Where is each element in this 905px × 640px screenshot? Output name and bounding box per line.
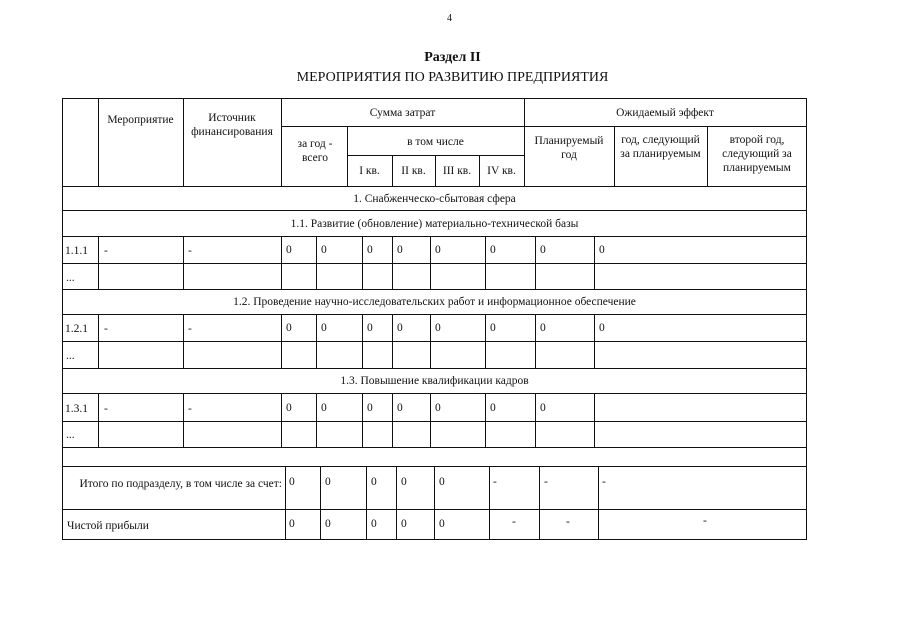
row-number: 1.3.1 [65, 403, 88, 415]
col-rule [707, 126, 708, 186]
col-rule [281, 393, 282, 447]
col-rule [316, 393, 317, 447]
row-rule [62, 263, 807, 264]
cell-value: 0 [435, 244, 441, 256]
cell-value: - [602, 476, 606, 488]
header-second-year: второй год, следующий за планируемым [722, 134, 792, 174]
col-rule [485, 314, 486, 368]
cell-value: - [566, 516, 570, 528]
col-rule [392, 236, 393, 289]
col-rule [594, 236, 595, 289]
subsection-heading: 1.1. Развитие (обновление) материально-технической базы [290, 218, 579, 230]
col-rule [281, 314, 282, 368]
cell-value: 0 [286, 322, 292, 334]
row-rule [62, 421, 807, 422]
ellipsis-row: ... [66, 350, 75, 362]
header-q4: IV кв. [487, 165, 516, 177]
row-number: 1.2.1 [65, 323, 88, 335]
ellipsis-row: ... [66, 429, 75, 441]
cell-value: 0 [397, 322, 403, 334]
row-rule [62, 341, 807, 342]
header-planned-year: Планируемый год [534, 135, 604, 161]
col-rule [594, 393, 595, 447]
col-rule [485, 236, 486, 289]
col-rule [434, 466, 435, 539]
cell-value: 0 [321, 402, 327, 414]
cell-value: 0 [286, 402, 292, 414]
cell-value: 0 [401, 518, 407, 530]
cell-value: 0 [490, 322, 496, 334]
col-rule [392, 393, 393, 447]
table-border-top [62, 98, 807, 99]
cell-value: 0 [435, 322, 441, 334]
col-rule [316, 314, 317, 368]
col-rule [392, 314, 393, 368]
row-rule [62, 447, 807, 448]
cell-value: 0 [439, 476, 445, 488]
col-rule [362, 393, 363, 447]
cell-value: 0 [540, 402, 546, 414]
subsection-heading: 1.2. Проведение научно-исследовательских работ и информационное обеспечение [233, 296, 636, 308]
cell-value: 0 [321, 322, 327, 334]
row-measure: - [104, 323, 108, 335]
header-rule [62, 186, 807, 187]
cell-value: - [544, 476, 548, 488]
header-q3: III кв. [442, 165, 472, 177]
cell-value: 0 [599, 322, 605, 334]
header-effect: Ожидаемый эффект [616, 107, 714, 119]
cell-value: - [512, 516, 516, 528]
page-number: 4 [447, 13, 452, 24]
col-rule [485, 393, 486, 447]
col-rule [430, 314, 431, 368]
col-rule [98, 393, 99, 447]
col-rule [320, 466, 321, 539]
cell-value: 0 [289, 476, 295, 488]
col-rule [285, 466, 286, 539]
col-rule [366, 466, 367, 539]
col-rule [535, 314, 536, 368]
col-rule [98, 236, 99, 289]
header-q2: II кв. [401, 165, 426, 177]
row-rule [62, 368, 807, 369]
header-measure: Мероприятие [107, 114, 174, 126]
section-heading: 1. Снабженческо-сбытовая сфера [353, 193, 516, 205]
header-rule [281, 126, 807, 127]
cell-value: 0 [490, 402, 496, 414]
cell-value: - [703, 515, 707, 527]
cell-value: 0 [401, 476, 407, 488]
cell-value: 0 [371, 476, 377, 488]
table-border-left [62, 98, 63, 539]
row-number: 1.1.1 [65, 245, 88, 257]
cell-value: 0 [397, 244, 403, 256]
cell-value: 0 [540, 244, 546, 256]
header-including: в том числе [407, 136, 464, 148]
cell-value: 0 [367, 322, 373, 334]
col-rule [362, 314, 363, 368]
total-label: Итого по подразделу, в том числе за счет: [79, 478, 282, 490]
col-rule [430, 236, 431, 289]
row-measure: - [104, 403, 108, 415]
ellipsis-row: ... [66, 272, 75, 284]
row-source: - [188, 323, 192, 335]
cell-value: 0 [325, 476, 331, 488]
col-rule [183, 236, 184, 289]
cell-value: 0 [397, 402, 403, 414]
col-rule [362, 236, 363, 289]
cell-value: 0 [599, 244, 605, 256]
col-rule [281, 236, 282, 289]
cell-value: 0 [367, 402, 373, 414]
cell-value: 0 [325, 518, 331, 530]
header-next-year: год, следующий за планируемым [620, 134, 701, 160]
row-source: - [188, 403, 192, 415]
cell-value: 0 [289, 518, 295, 530]
row-rule [62, 289, 807, 290]
col-rule [316, 236, 317, 289]
cell-value: 0 [439, 518, 445, 530]
col-rule [614, 126, 615, 186]
cell-value: 0 [286, 244, 292, 256]
col-rule [430, 393, 431, 447]
row-rule [62, 314, 807, 315]
col-rule [183, 314, 184, 368]
cell-value: 0 [490, 244, 496, 256]
header-q1: I кв. [359, 165, 380, 177]
cell-value: 0 [321, 244, 327, 256]
col-rule [396, 466, 397, 539]
header-costs: Сумма затрат [369, 107, 436, 119]
cell-value: 0 [371, 518, 377, 530]
net-profit-label: Чистой прибыли [67, 520, 149, 532]
col-rule [535, 236, 536, 289]
col-rule [598, 466, 599, 539]
subsection-heading: 1.3. Повышение квалификации кадров [340, 375, 529, 387]
row-rule [62, 210, 807, 211]
col-rule [98, 314, 99, 368]
cell-value: 0 [435, 402, 441, 414]
header-per-year: за год - всего [297, 138, 333, 164]
document-title: МЕРОПРИЯТИЯ ПО РАЗВИТИЮ ПРЕДПРИЯТИЯ [296, 70, 609, 85]
table-border-bottom [62, 539, 807, 540]
col-rule [535, 393, 536, 447]
section-title: Раздел II [424, 50, 481, 65]
col-rule [489, 466, 490, 539]
cell-value: 0 [540, 322, 546, 334]
cell-value: 0 [367, 244, 373, 256]
row-source: - [188, 245, 192, 257]
col-rule [98, 98, 99, 186]
cell-value: - [493, 476, 497, 488]
table-border-right [806, 98, 807, 539]
col-rule [183, 393, 184, 447]
col-rule [594, 314, 595, 368]
row-rule [62, 236, 807, 237]
col-rule [539, 466, 540, 539]
row-measure: - [104, 245, 108, 257]
row-rule [62, 393, 807, 394]
header-source: Источник финансирования [191, 112, 273, 138]
